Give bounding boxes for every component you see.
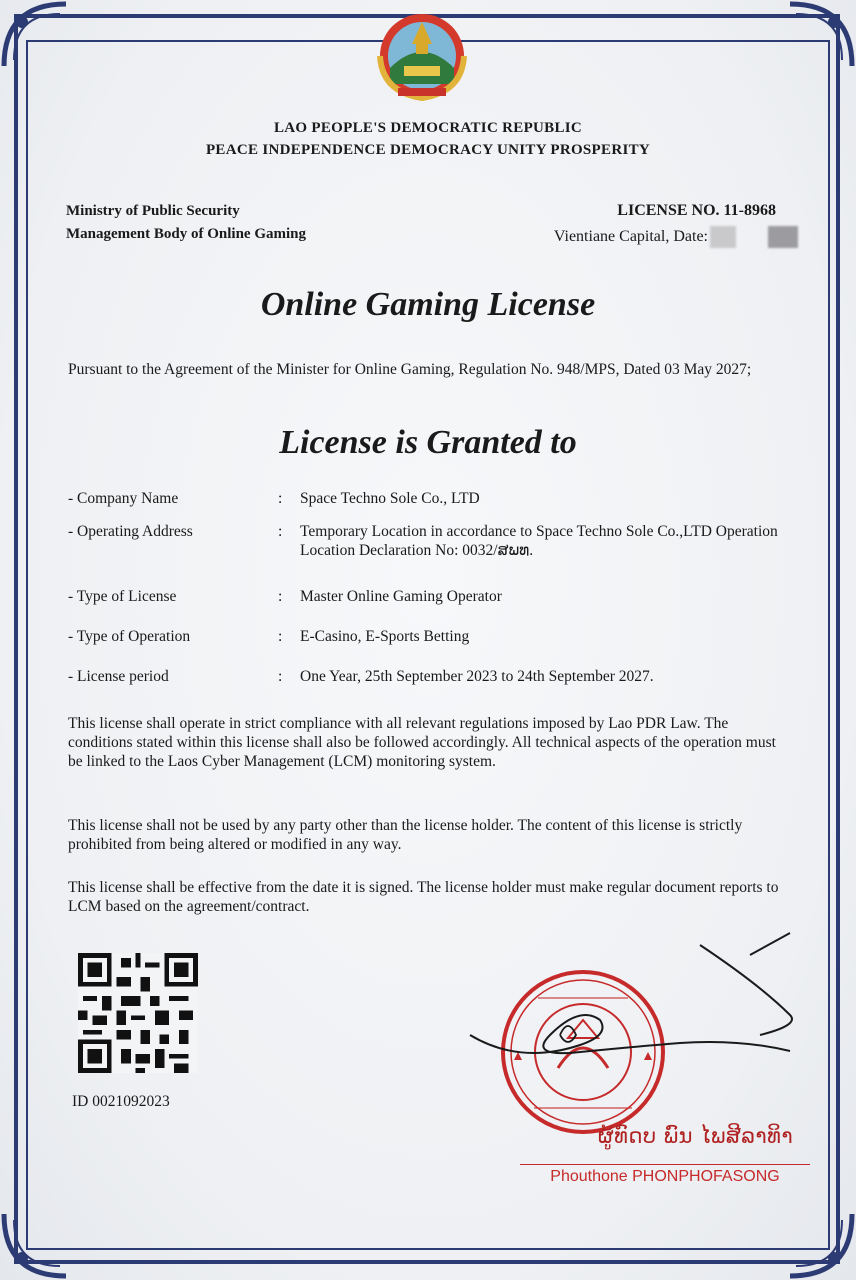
- document-title: Online Gaming License: [260, 286, 596, 323]
- field-license-period: [68, 667, 808, 686]
- field-label: - License period: [68, 668, 169, 685]
- national-motto: PEACE INDEPENDENCE DEMOCRACY UNITY PROSPERITY: [205, 142, 651, 158]
- license-number: LICENSE NO. 11-8968: [617, 202, 776, 219]
- field-type-of-license: [68, 587, 808, 606]
- corner-ornament: [0, 1210, 70, 1280]
- effective-paragraph: This license shall be effective from the date it is signed. The license holder must make regular document reports to LCM based on the agreement/contract.: [68, 879, 779, 915]
- pursuant-statement: Pursuant to the Agreement of the Minister for Online Gaming, Regulation No. 948/MPS, Dated 03 May 2027;: [68, 361, 752, 378]
- field-operating-address: [68, 522, 808, 560]
- corner-ornament: [786, 0, 856, 70]
- field-colon: :: [278, 523, 283, 540]
- date-label: Vientiane Capital, Date:: [553, 228, 708, 245]
- corner-ornament: [0, 0, 70, 70]
- usage-paragraph: This license shall not be used by any party other than the license holder. The content of this license is strictly prohibited from being altered or modified in any way.: [68, 817, 743, 853]
- field-value: Temporary Location in accordance to Space Techno Sole Co.,LTD Operation Location Declaration No: 0032/ສພທ.: [300, 523, 778, 559]
- ministry-name: Ministry of Public Security: [66, 203, 240, 219]
- field-value: E-Casino, E-Sports Betting: [300, 628, 470, 645]
- field-colon: :: [278, 668, 283, 685]
- granted-heading: License is Granted to: [279, 424, 577, 461]
- qr-code-icon: [78, 953, 198, 1073]
- field-value: Space Techno Sole Co., LTD: [300, 490, 480, 507]
- corner-ornament: [786, 1210, 856, 1280]
- qr-id: ID 0021092023: [72, 1093, 170, 1110]
- signature-icon: [460, 925, 820, 1085]
- issuing-body: Management Body of Online Gaming: [66, 226, 307, 242]
- field-label: - Company Name: [68, 490, 179, 507]
- field-label: - Type of Operation: [68, 628, 191, 645]
- field-colon: :: [278, 628, 283, 645]
- issue-date: [554, 226, 798, 248]
- field-type-of-operation: [68, 627, 808, 646]
- compliance-paragraph: This license shall operate in strict compliance with all relevant regulations imposed by Lao PDR Law. The conditions stated within this license shall also be followed accordingly. All technical aspects of the operation must be linked to the Laos Cyber Management (LCM) monitoring system.: [68, 715, 776, 770]
- field-company-name: [68, 489, 808, 508]
- national-emblem-icon: [364, 6, 480, 102]
- field-label: - Type of License: [68, 588, 177, 605]
- field-colon: :: [278, 588, 283, 605]
- field-colon: :: [278, 490, 283, 507]
- redacted-date: [710, 226, 736, 248]
- signatory-lao-name: ຜູ້ທົດບ ພົນ ໄພສີລາທິາ: [598, 1124, 794, 1148]
- field-value: One Year, 25th September 2023 to 24th September 2027.: [300, 668, 654, 685]
- country-name: LAO PEOPLE'S DEMOCRATIC REPUBLIC: [273, 120, 583, 136]
- redacted-date: [768, 226, 798, 248]
- signatory-name: Phouthone PHONPHOFASONG: [520, 1164, 810, 1186]
- field-label: - Operating Address: [68, 523, 193, 540]
- field-value: Master Online Gaming Operator: [300, 588, 502, 605]
